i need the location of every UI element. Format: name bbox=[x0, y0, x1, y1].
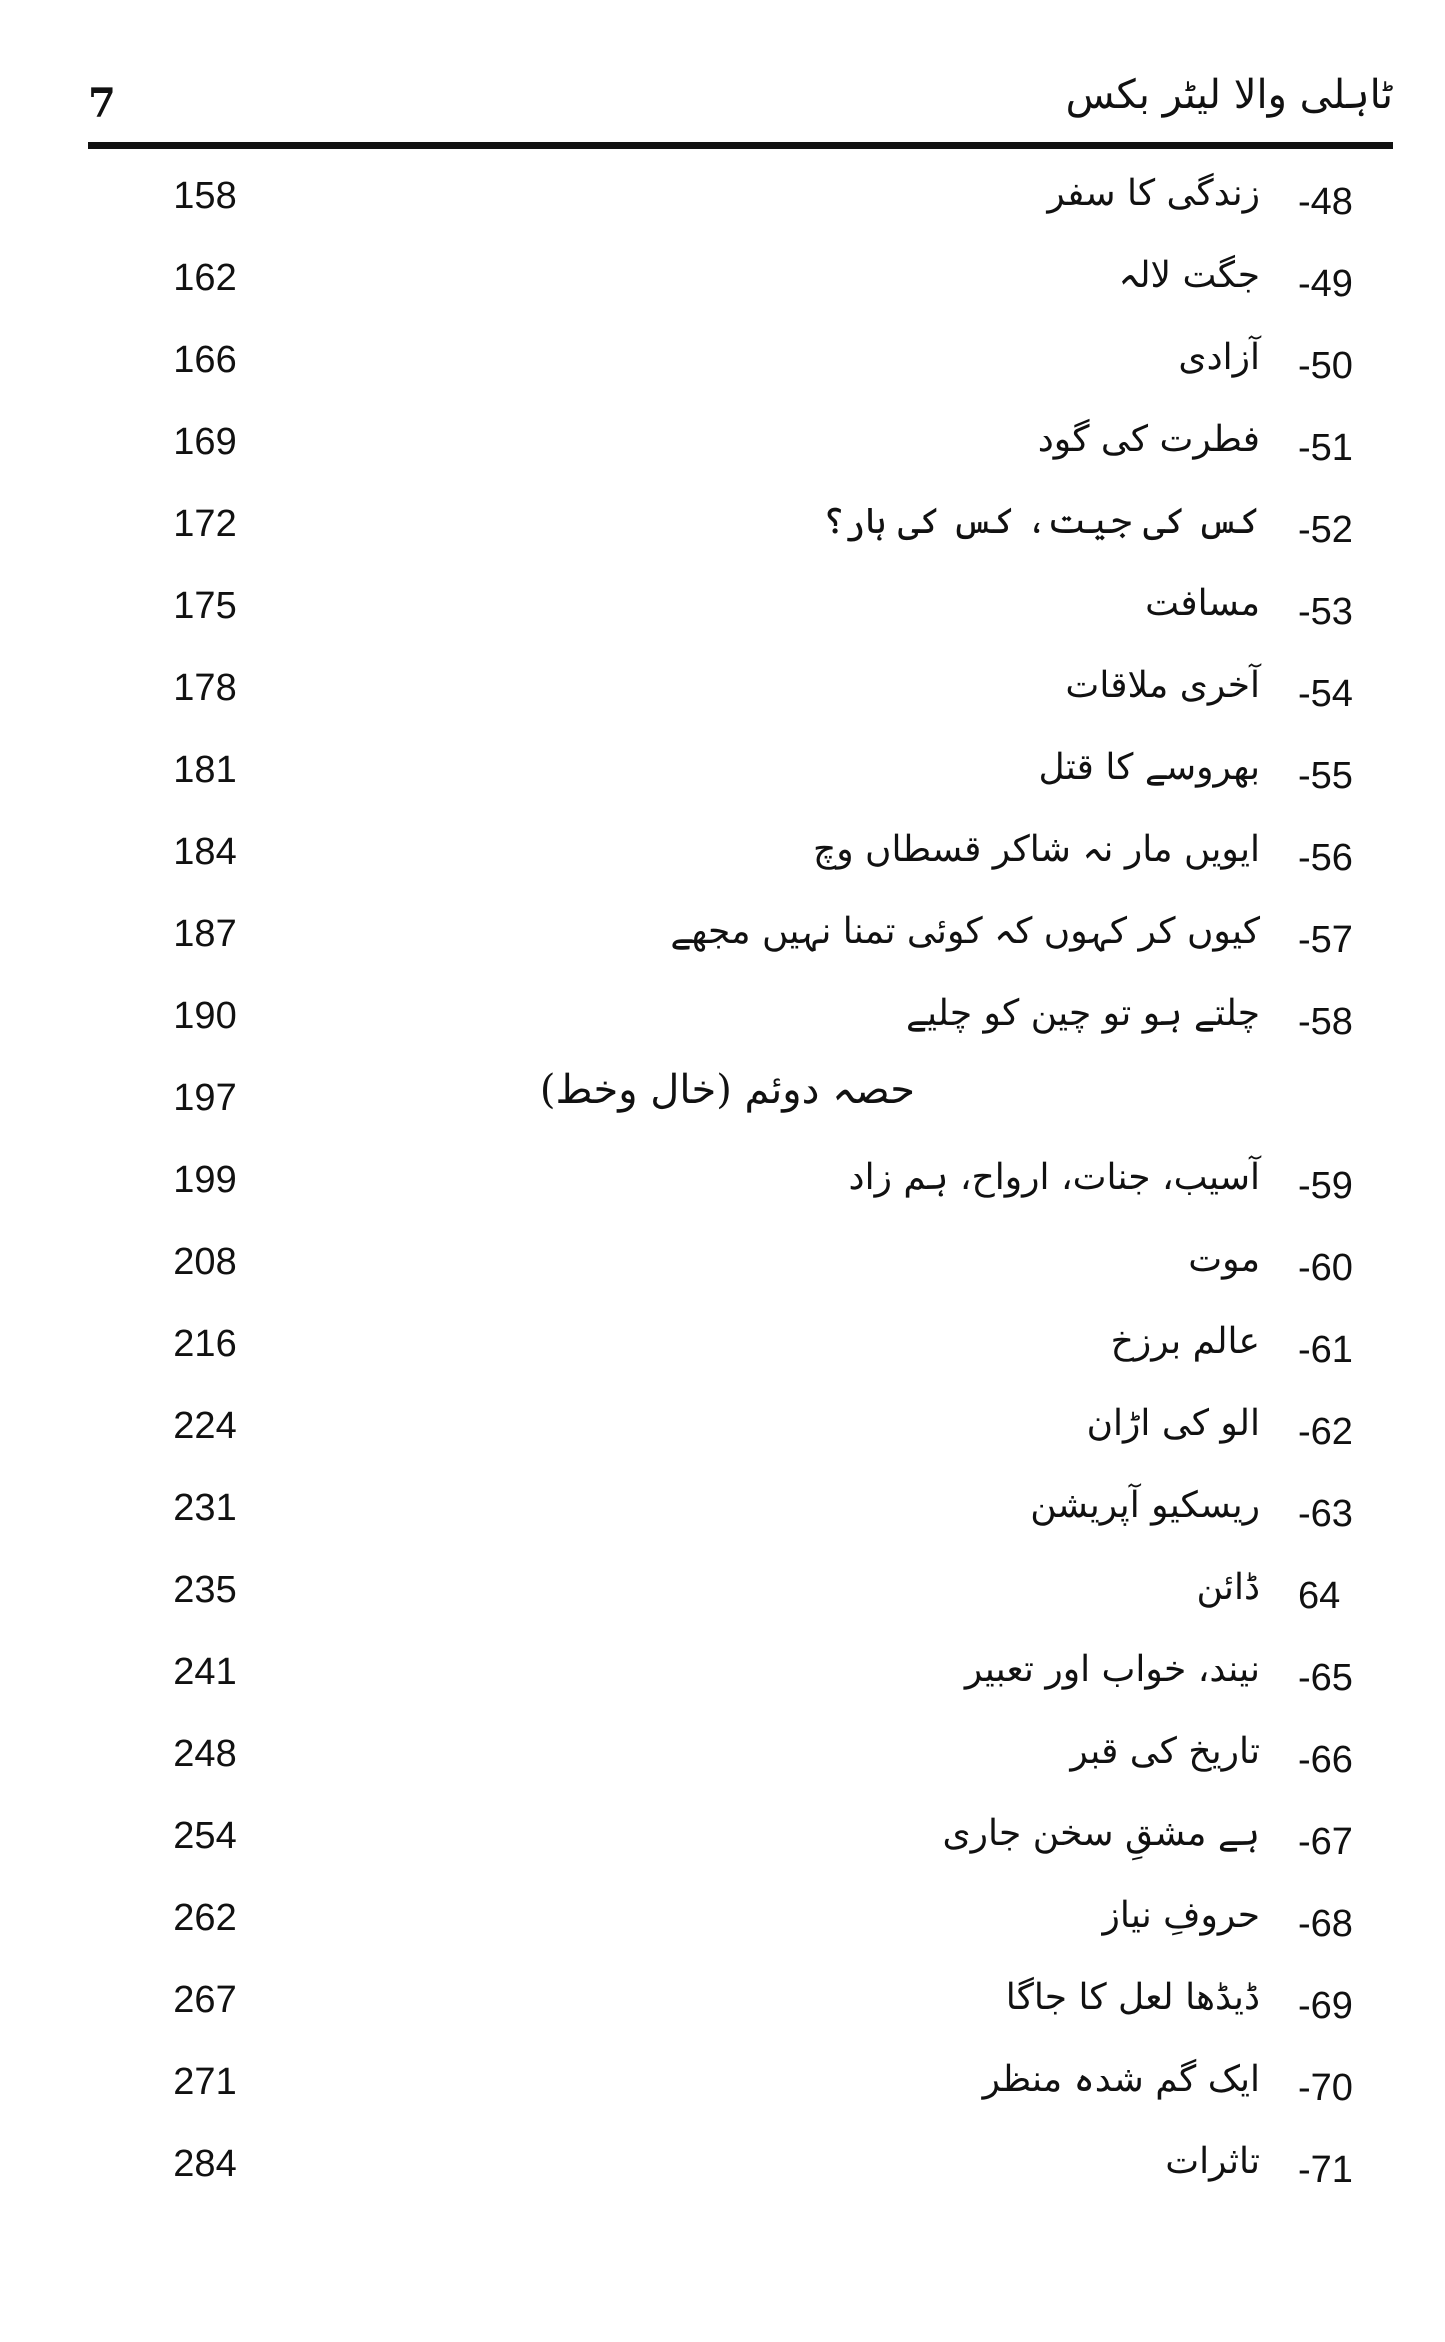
toc-entry-number: -63 bbox=[1298, 1493, 1353, 1535]
toc-entry bbox=[0, 819, 1445, 901]
toc-entry bbox=[0, 1475, 1445, 1557]
toc-entry bbox=[0, 737, 1445, 819]
toc-entry bbox=[0, 1885, 1445, 1967]
toc-page-number: 184 bbox=[173, 831, 237, 873]
toc-page-number: 224 bbox=[173, 1405, 237, 1447]
toc-page-number: 241 bbox=[173, 1651, 237, 1693]
toc-page-number: 199 bbox=[173, 1159, 237, 1201]
toc-entry bbox=[0, 1229, 1445, 1311]
toc-entry bbox=[0, 409, 1445, 491]
toc-entry-number: -51 bbox=[1298, 427, 1353, 469]
toc-page-number: 172 bbox=[173, 503, 237, 545]
toc-entry bbox=[0, 655, 1445, 737]
toc-entry bbox=[0, 1311, 1445, 1393]
toc-entry-number: -49 bbox=[1298, 263, 1353, 305]
toc-title: فطرت کی گود bbox=[1037, 419, 1260, 460]
toc-title: آزادی bbox=[1178, 337, 1260, 378]
toc-title: بھروسے کا قتل bbox=[1038, 747, 1260, 788]
toc-title: حصہ دوئم (خال وخط) bbox=[539, 1067, 915, 1113]
toc-page-number: 169 bbox=[173, 421, 237, 463]
toc-title: آخری ملاقات bbox=[1065, 665, 1260, 706]
toc-page-number: 216 bbox=[173, 1323, 237, 1365]
toc-page-number: 181 bbox=[173, 749, 237, 791]
toc-page-number: 175 bbox=[173, 585, 237, 627]
toc-entry-number: -48 bbox=[1298, 181, 1353, 223]
toc-entry-number: -71 bbox=[1298, 2149, 1353, 2191]
toc-entry-number: -56 bbox=[1298, 837, 1353, 879]
toc-entry-number: -50 bbox=[1298, 345, 1353, 387]
toc-entry-number: -68 bbox=[1298, 1903, 1353, 1945]
toc-title: کیوں کر کہوں کہ کوئی تمنا نہیں مجھے bbox=[670, 911, 1260, 952]
toc-title: جگت لالہ bbox=[1118, 255, 1260, 296]
toc-entry-number: -54 bbox=[1298, 673, 1353, 715]
toc-page-number: 254 bbox=[173, 1815, 237, 1857]
toc-title: الو کی اڑان bbox=[1086, 1403, 1260, 1444]
running-title: ٹاہلی والا لیٹر بکس bbox=[1065, 72, 1393, 118]
toc-entry-number: -65 bbox=[1298, 1657, 1353, 1699]
toc-page-number: 158 bbox=[173, 175, 237, 217]
toc-entry bbox=[0, 2049, 1445, 2131]
toc-title: نیند، خواب اور تعبیر bbox=[964, 1649, 1260, 1690]
toc-page-number: 162 bbox=[173, 257, 237, 299]
toc-title: زندگی کا سفر bbox=[1047, 173, 1260, 214]
toc-entry-number: -58 bbox=[1298, 1001, 1353, 1043]
toc-entry bbox=[0, 901, 1445, 983]
toc-title: ایویں مار نہ شاکر قسطاں وچ bbox=[812, 829, 1260, 870]
toc-entry-number: -60 bbox=[1298, 1247, 1353, 1289]
toc-page-number: 248 bbox=[173, 1733, 237, 1775]
page-header bbox=[88, 72, 1393, 142]
toc-entry-number: -61 bbox=[1298, 1329, 1353, 1371]
toc-title: کس کی جیت، کس کی ہار؟ bbox=[823, 501, 1260, 542]
toc-entry-number: -57 bbox=[1298, 919, 1353, 961]
toc-title: ہے مشقِ سخن جاری bbox=[942, 1813, 1260, 1854]
page-number: 7 bbox=[88, 80, 116, 127]
toc-entry bbox=[0, 327, 1445, 409]
toc-page-number: 271 bbox=[173, 2061, 237, 2103]
toc-title: ایک گم شدہ منظر bbox=[982, 2059, 1260, 2100]
toc-entry-number: -62 bbox=[1298, 1411, 1353, 1453]
toc-entry-number: -66 bbox=[1298, 1739, 1353, 1781]
toc-entry bbox=[0, 573, 1445, 655]
toc-title: مسافت bbox=[1145, 583, 1260, 624]
toc-entry-number: -59 bbox=[1298, 1165, 1353, 1207]
toc-entry bbox=[0, 983, 1445, 1065]
toc-entry bbox=[0, 1393, 1445, 1475]
toc-title: تاریخ کی قبر bbox=[1070, 1731, 1260, 1772]
toc-entry-number: -69 bbox=[1298, 1985, 1353, 2027]
toc-entry-number: -52 bbox=[1298, 509, 1353, 551]
toc-entry-number: 64 bbox=[1298, 1575, 1341, 1617]
toc-entry-number: -53 bbox=[1298, 591, 1353, 633]
toc-title: آسیب، جنات، ارواح، ہم زاد bbox=[848, 1157, 1260, 1198]
table-of-contents bbox=[0, 163, 1445, 2213]
toc-entry bbox=[0, 163, 1445, 245]
toc-entry bbox=[0, 1967, 1445, 2049]
toc-page-number: 231 bbox=[173, 1487, 237, 1529]
toc-section-heading bbox=[0, 1065, 1445, 1147]
toc-page-number: 187 bbox=[173, 913, 237, 955]
toc-title: ریسکیو آپریشن bbox=[1030, 1485, 1260, 1526]
toc-entry bbox=[0, 491, 1445, 573]
toc-page-number: 235 bbox=[173, 1569, 237, 1611]
toc-page-number: 208 bbox=[173, 1241, 237, 1283]
toc-entry-number: -70 bbox=[1298, 2067, 1353, 2109]
toc-title: ڈیڈھا لعل کا جاگا bbox=[1005, 1977, 1260, 2018]
toc-title: چلتے ہو تو چین کو چلیے bbox=[905, 993, 1260, 1034]
toc-page-number: 284 bbox=[173, 2143, 237, 2185]
toc-entry bbox=[0, 245, 1445, 327]
toc-entry bbox=[0, 1721, 1445, 1803]
toc-entry bbox=[0, 1639, 1445, 1721]
toc-page-number: 166 bbox=[173, 339, 237, 381]
toc-title: موت bbox=[1188, 1239, 1260, 1280]
toc-entry bbox=[0, 1147, 1445, 1229]
toc-title: تاثرات bbox=[1165, 2141, 1260, 2182]
toc-page-number: 190 bbox=[173, 995, 237, 1037]
header-rule bbox=[88, 142, 1393, 149]
toc-page-number: 262 bbox=[173, 1897, 237, 1939]
toc-title: ڈائن bbox=[1196, 1567, 1260, 1608]
toc-page-number: 178 bbox=[173, 667, 237, 709]
toc-entry-number: -67 bbox=[1298, 1821, 1353, 1863]
toc-title: حروفِ نیاز bbox=[1102, 1895, 1260, 1936]
toc-entry bbox=[0, 1803, 1445, 1885]
toc-page-number: 267 bbox=[173, 1979, 237, 2021]
toc-title: عالم برزخ bbox=[1110, 1321, 1260, 1362]
toc-entry-number: -55 bbox=[1298, 755, 1353, 797]
toc-entry bbox=[0, 1557, 1445, 1639]
toc-page-number: 197 bbox=[173, 1077, 237, 1119]
toc-entry bbox=[0, 2131, 1445, 2213]
